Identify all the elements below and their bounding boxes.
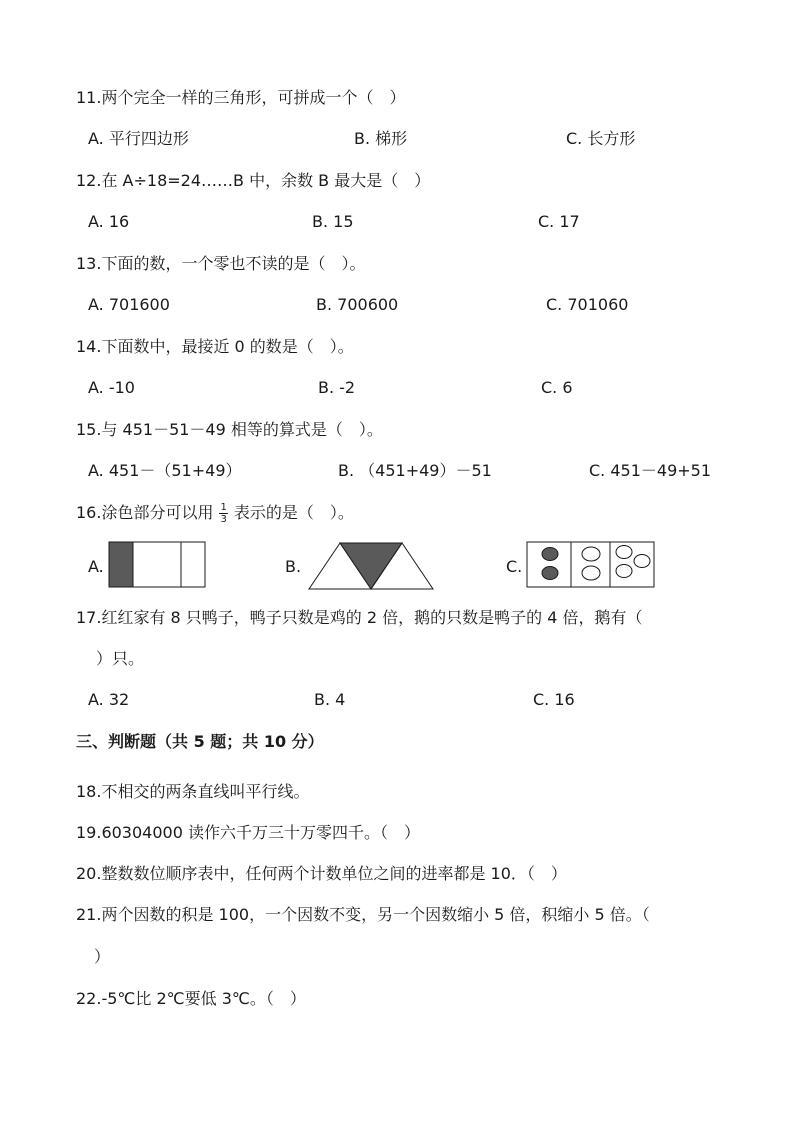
figure-c-circles[interactable] <box>526 541 656 589</box>
question-16 <box>76 501 354 525</box>
q14-option-a[interactable]: A. -10 <box>88 378 135 397</box>
q15-option-a[interactable]: A. 451－（51+49） <box>88 461 242 480</box>
figure-c-shaded-circle-2 <box>542 567 558 580</box>
q12-option-a[interactable]: A. 16 <box>88 212 130 231</box>
figure-a-rectangle[interactable] <box>108 541 208 589</box>
figure-c-shaded-circle-1 <box>542 548 558 561</box>
figure-b-shaded-triangle <box>340 543 402 589</box>
question-11: 11.两个完全一样的三角形，可拼成一个（ ） <box>76 88 406 107</box>
q13-option-b[interactable]: B. 700600 <box>316 295 399 314</box>
q17-option-c[interactable]: C. 16 <box>533 690 575 709</box>
q17-option-a[interactable]: A. 32 <box>88 690 130 709</box>
q13-option-c[interactable]: C. 701060 <box>546 295 629 314</box>
q16-text-before: 16.涂色部分可以用 <box>76 503 214 522</box>
judgment-21: 21.两个因数的积是 100，一个因数不变，另一个因数缩小 5 倍，积缩小 5 倍。（ <box>76 905 650 924</box>
q11-option-c[interactable]: C. 长方形 <box>566 129 636 148</box>
figure-c-circle-4 <box>582 566 600 580</box>
section-3-title: 三、判断题（共 5 题；共 10 分） <box>76 732 324 751</box>
judgment-20: 20.整数数位顺序表中，任何两个计数单位之间的进率都是 10．（ ） <box>76 864 567 883</box>
fraction-denominator: 3 <box>220 514 227 525</box>
q14-option-b[interactable]: B. -2 <box>318 378 356 397</box>
q17-option-b[interactable]: B. 4 <box>314 690 346 709</box>
q15-option-b[interactable]: B. （451+49）－51 <box>338 461 492 480</box>
question-17-continued: ）只。 <box>96 649 145 668</box>
judgment-18: 18.不相交的两条直线叫平行线。 <box>76 782 310 801</box>
fraction-numerator: 1 <box>220 502 227 513</box>
question-15: 15.与 451－51－49 相等的算式是（ ）。 <box>76 420 383 439</box>
figure-c-circle-3 <box>582 547 600 561</box>
q13-option-a[interactable]: A. 701600 <box>88 295 170 314</box>
q14-option-c[interactable]: C. 6 <box>541 378 573 397</box>
question-17: 17.红红家有 8 只鸭子，鸭子只数是鸡的 2 倍，鹅的只数是鸭子的 4 倍，鹅有（ <box>76 608 643 627</box>
q16-option-c[interactable]: C. <box>506 557 523 576</box>
q12-option-c[interactable]: C. 17 <box>538 212 580 231</box>
figure-c-circle-7 <box>634 555 650 568</box>
figure-c-circle-5 <box>616 546 632 559</box>
q16-option-b[interactable]: B. <box>285 557 302 576</box>
fraction-one-third <box>219 502 227 525</box>
q16-text-after: 表示的是（ ）。 <box>233 503 354 522</box>
figure-a-shaded-part <box>109 542 133 587</box>
q12-option-b[interactable]: B. 15 <box>312 212 354 231</box>
question-14: 14.下面数中，最接近 0 的数是（ ）。 <box>76 337 354 356</box>
judgment-21-continued: ） <box>94 947 111 966</box>
judgment-19: 19.60304000 读作六千万三十万零四千。（ ） <box>76 823 420 842</box>
question-13: 13.下面的数，一个零也不读的是（ ）。 <box>76 254 366 273</box>
q15-option-c[interactable]: C. 451－49+51 <box>589 461 712 480</box>
question-12: 12.在 A÷18=24……B 中，余数 B 最大是（ ） <box>76 171 431 190</box>
q16-option-a[interactable]: A. <box>88 557 104 576</box>
q11-option-a[interactable]: A. 平行四边形 <box>88 129 189 148</box>
figure-b-triangles[interactable] <box>307 541 435 591</box>
figure-c-circle-6 <box>616 565 632 578</box>
q11-option-b[interactable]: B. 梯形 <box>354 129 408 148</box>
judgment-22: 22.-5℃比 2℃要低 3℃。（ ） <box>76 989 306 1008</box>
